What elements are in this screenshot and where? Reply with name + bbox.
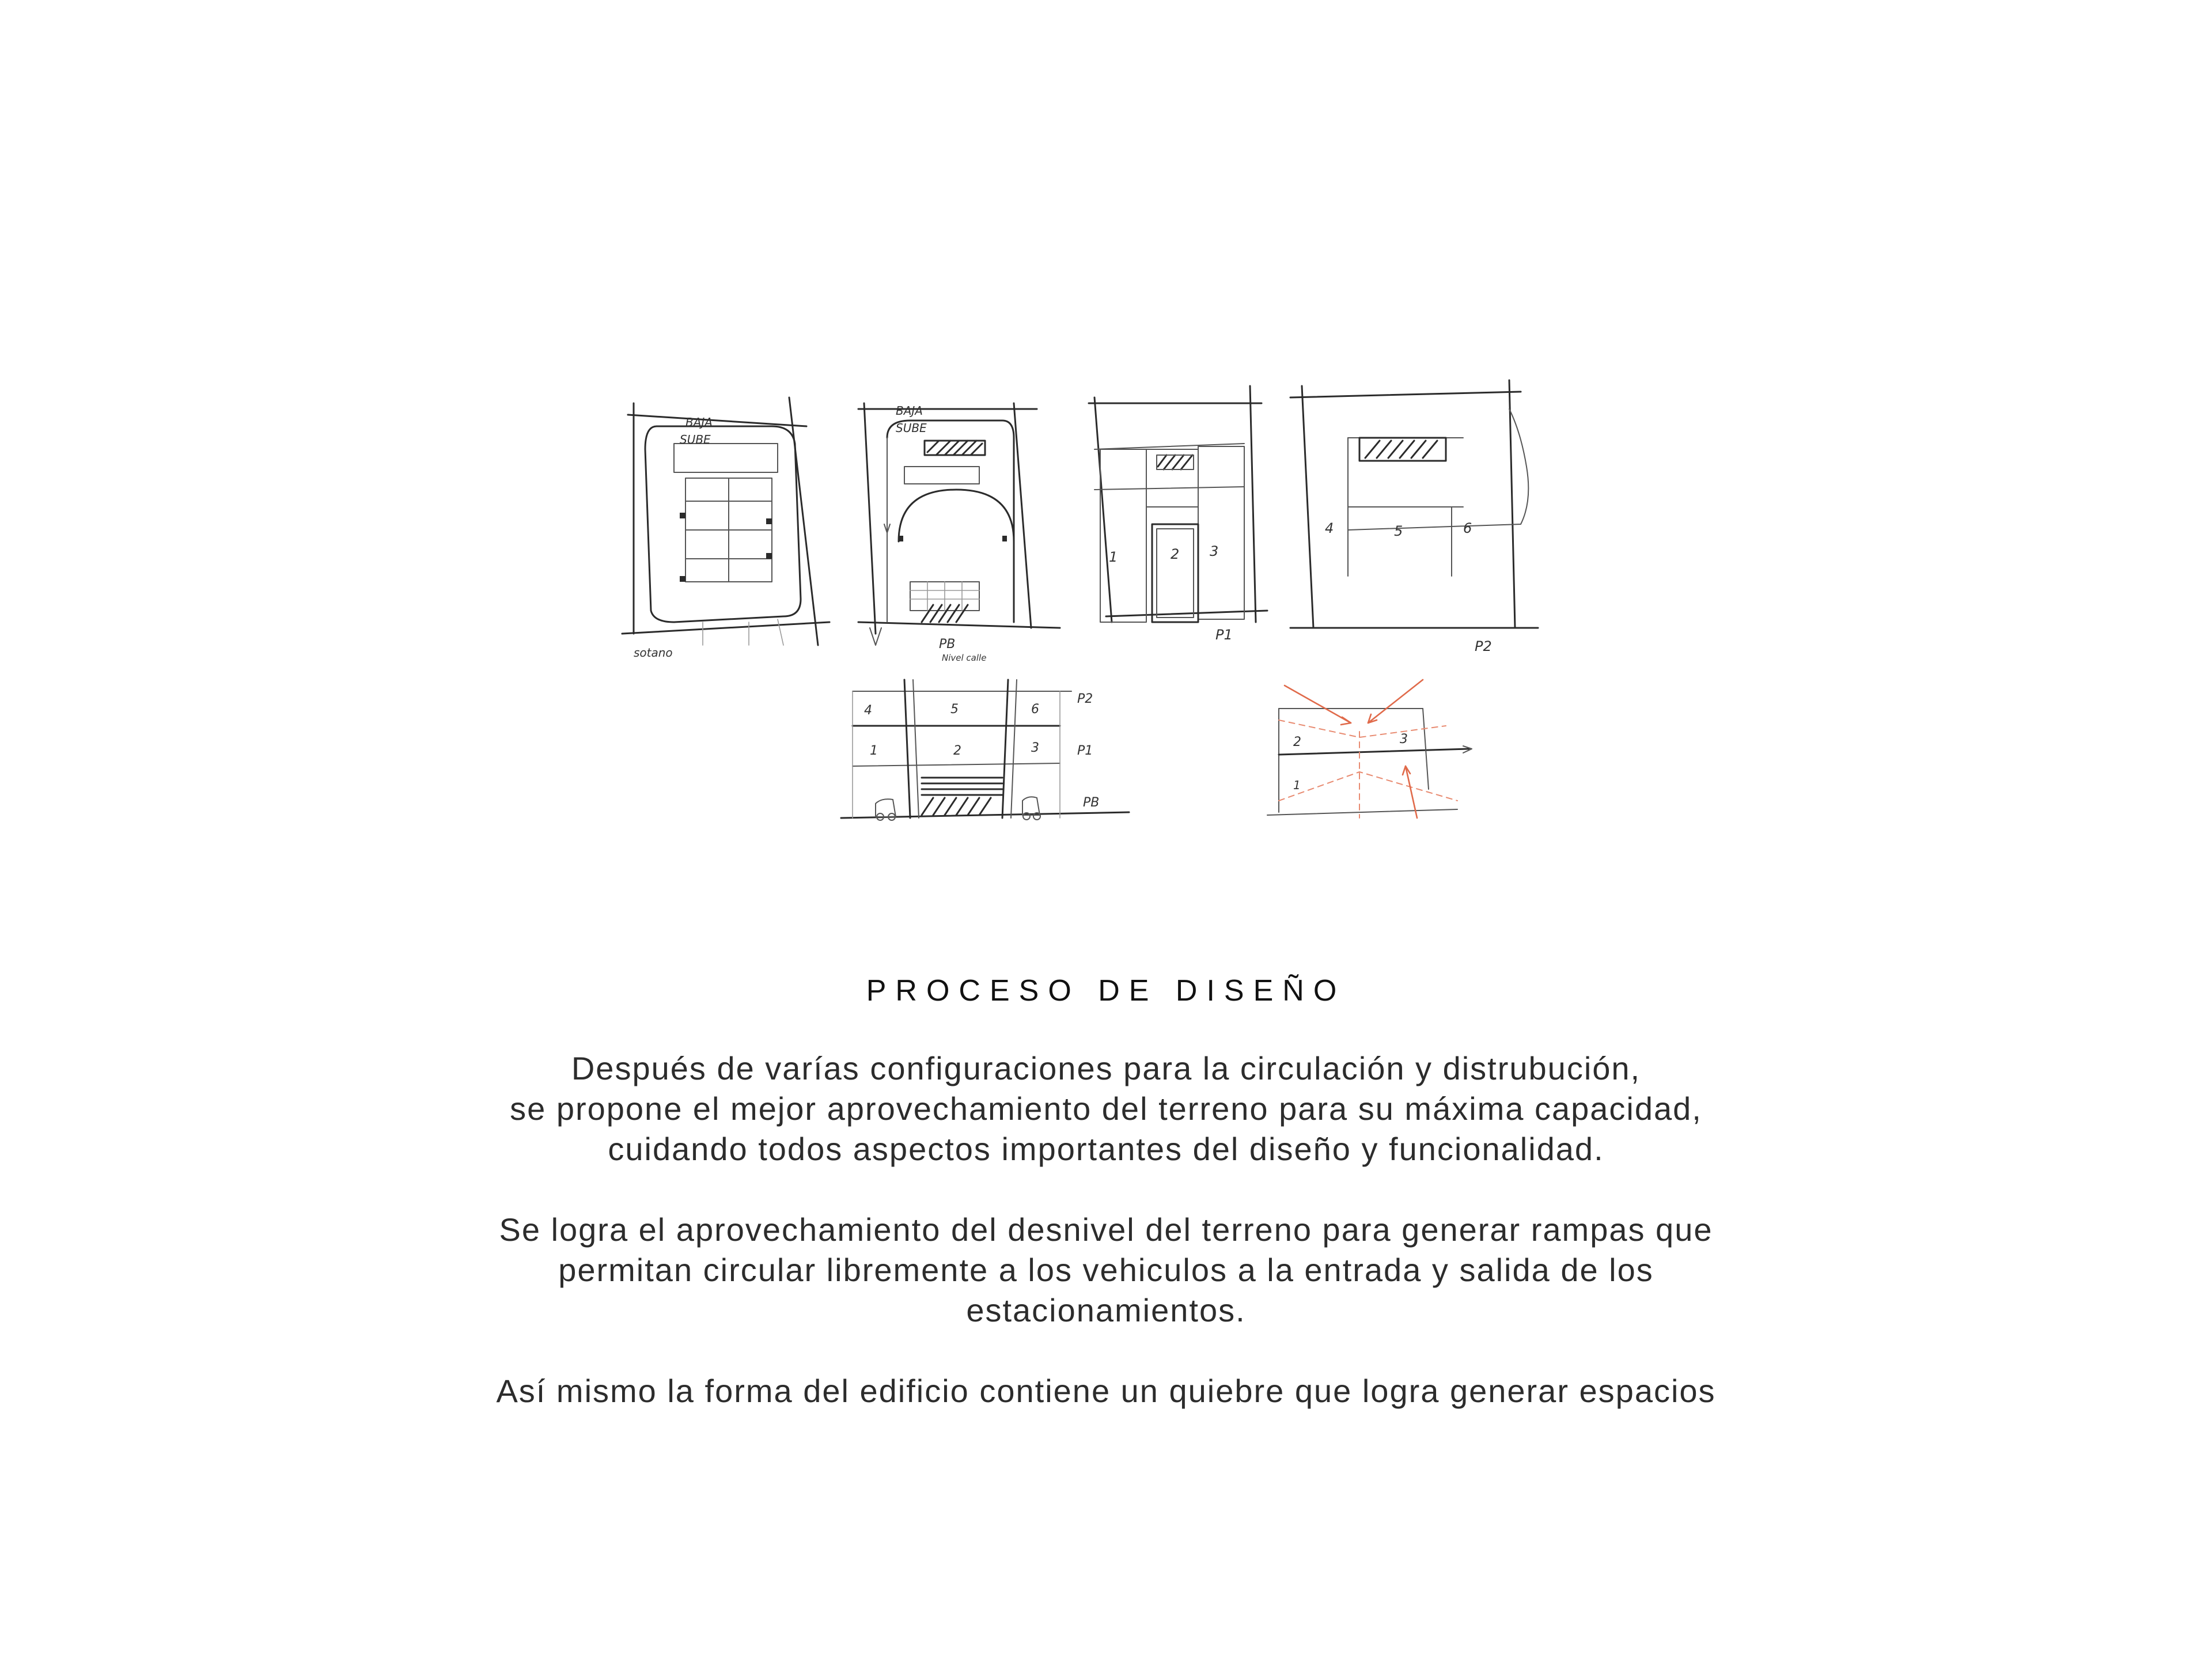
description-block (0, 974, 2212, 1452)
paragraph-3 (415, 1371, 1797, 1411)
paragraph-1 (415, 1048, 1797, 1169)
label-num-4: 4 (1325, 520, 1334, 536)
label-diag-3: 3 (1400, 732, 1408, 747)
sketch-pb-plan (841, 392, 1071, 680)
sketch-sotano-plan (611, 392, 841, 680)
label-diag-2: 2 (1293, 735, 1301, 749)
label-sec-2: 2 (953, 744, 961, 758)
sketch-section (830, 668, 1152, 830)
label-sube-2: SUBE (896, 421, 927, 435)
label-sec-5: 5 (950, 702, 959, 717)
label-num-3: 3 (1210, 543, 1219, 559)
paragraph-1-line-1: Después de varías configuraciones para la circulación y distrubución, (571, 1050, 1641, 1086)
label-baja-1: BAJA (685, 415, 713, 429)
page-title: PROCESO DE DISEÑO (866, 974, 1346, 1007)
label-p2-top: P2 (1475, 638, 1492, 654)
paragraph-2-line-3: estacionamientos. (966, 1292, 1246, 1328)
sketch-p1-plan (1071, 380, 1279, 668)
label-num-5: 5 (1394, 523, 1403, 539)
paragraph-2-line-1: Se logra el aprovechamiento del desnivel del terreno para generar rampas que (499, 1211, 1713, 1248)
paragraph-1-line-3: cuidando todos aspectos importantes del diseño y funcionalidad. (608, 1131, 1604, 1167)
label-sec-6: 6 (1031, 702, 1039, 717)
paragraph-2 (415, 1210, 1797, 1331)
paragraph-1-line-2: se propone el mejor aprovechamiento del terreno para su máxima capacidad, (510, 1090, 1702, 1127)
label-num-2: 2 (1171, 546, 1180, 562)
label-sec-1: 1 (870, 744, 878, 758)
label-sec-p2: P2 (1077, 692, 1093, 706)
label-sotano: sotano (634, 646, 673, 660)
label-baja-2: BAJA (896, 404, 923, 418)
label-sec-p1: P1 (1077, 744, 1093, 758)
label-sec-4: 4 (864, 703, 872, 718)
label-p1-top: P1 (1215, 627, 1233, 643)
sketch-arrows-diagram (1227, 674, 1492, 824)
label-num-6: 6 (1463, 520, 1472, 536)
label-pb: PB (939, 637, 956, 652)
sketch-p2-plan (1279, 374, 1544, 662)
paragraph-2-line-2: permitan circular libremente a los vehiculos a la entrada y salida de los (558, 1252, 1654, 1288)
label-sec-3: 3 (1031, 741, 1039, 755)
label-sec-pb: PB (1083, 796, 1100, 810)
label-sube-1: SUBE (680, 433, 711, 446)
label-num-1: 1 (1109, 549, 1118, 565)
label-diag-1: 1 (1293, 778, 1301, 792)
label-nivel-calle: Nivel calle (942, 653, 987, 663)
paragraph-3-line-1: Así mismo la forma del edificio contiene un quiebre que logra generar espacios (496, 1373, 1716, 1409)
